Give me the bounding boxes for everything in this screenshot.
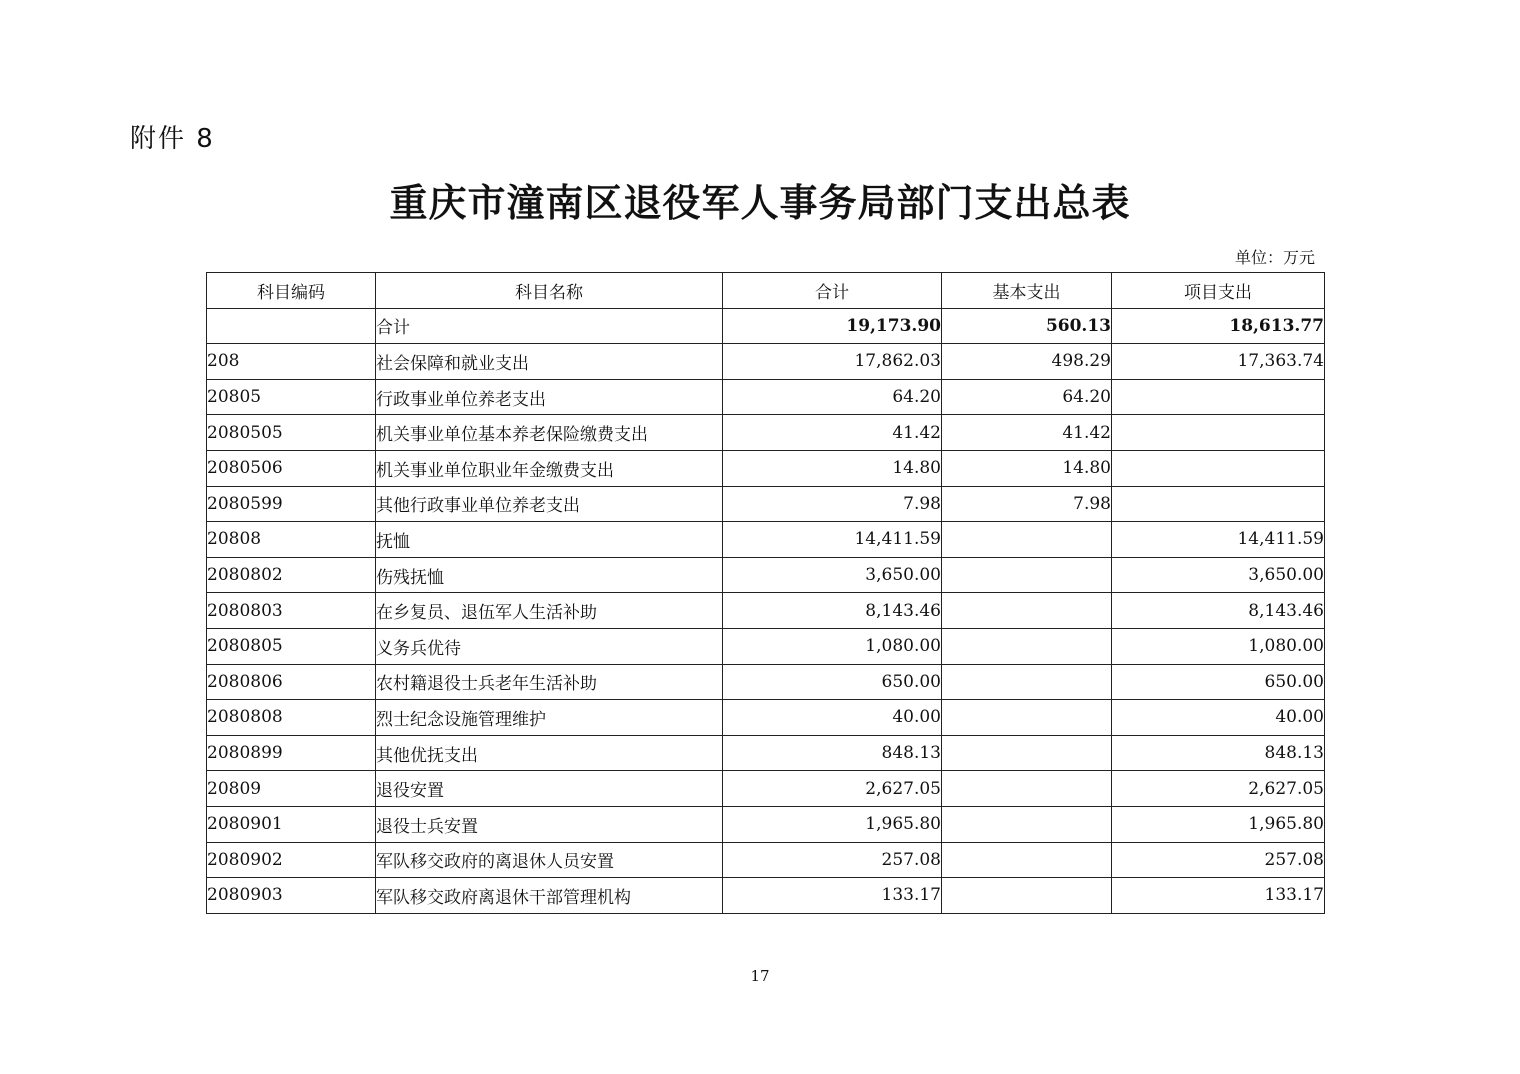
cell-subject-name: 机关事业单位基本养老保险缴费支出: [376, 415, 723, 451]
cell-project-expenditure: [1112, 415, 1325, 451]
table-row: [207, 308, 1325, 344]
cell-basic-expenditure: [942, 700, 1112, 736]
cell-basic-expenditure: 7.98: [942, 486, 1112, 522]
cell-subject-name: 军队移交政府的离退休人员安置: [376, 842, 723, 878]
cell-project-expenditure: 1,965.80: [1112, 806, 1325, 842]
cell-subject-code: 2080505: [207, 415, 376, 451]
cell-basic-expenditure: 41.42: [942, 415, 1112, 451]
table-row: [207, 878, 1325, 914]
cell-subject-code: 2080599: [207, 486, 376, 522]
header-subject-name: 科目名称: [376, 273, 723, 309]
cell-project-expenditure: 650.00: [1112, 664, 1325, 700]
header-subject-code: 科目编码: [207, 273, 376, 309]
cell-project-expenditure: 14,411.59: [1112, 522, 1325, 558]
table-row: [207, 593, 1325, 629]
cell-subject-code: 20809: [207, 771, 376, 807]
cell-subject-name: 机关事业单位职业年金缴费支出: [376, 450, 723, 486]
cell-subject-name: 烈士纪念设施管理维护: [376, 700, 723, 736]
table-row: [207, 735, 1325, 771]
cell-subject-code: 208: [207, 344, 376, 380]
table-row: [207, 771, 1325, 807]
cell-project-expenditure: 257.08: [1112, 842, 1325, 878]
cell-total: 1,080.00: [723, 628, 942, 664]
cell-subject-name: 义务兵优待: [376, 628, 723, 664]
cell-basic-expenditure: [942, 593, 1112, 629]
cell-total: 2,627.05: [723, 771, 942, 807]
cell-basic-expenditure: [942, 522, 1112, 558]
cell-total: 257.08: [723, 842, 942, 878]
cell-subject-name: 抚恤: [376, 522, 723, 558]
cell-total: 8,143.46: [723, 593, 942, 629]
cell-basic-expenditure: [942, 878, 1112, 914]
cell-subject-name: 在乡复员、退伍军人生活补助: [376, 593, 723, 629]
cell-total: 14,411.59: [723, 522, 942, 558]
cell-subject-code: 2080903: [207, 878, 376, 914]
table-row: [207, 628, 1325, 664]
table-row: [207, 344, 1325, 380]
table-row: [207, 806, 1325, 842]
cell-subject-code: 2080808: [207, 700, 376, 736]
header-total: 合计: [723, 273, 942, 309]
cell-basic-expenditure: [942, 664, 1112, 700]
cell-subject-code: 2080899: [207, 735, 376, 771]
header-basic-expenditure: 基本支出: [942, 273, 1112, 309]
cell-basic-expenditure: 14.80: [942, 450, 1112, 486]
cell-subject-code: 2080803: [207, 593, 376, 629]
cell-total: 848.13: [723, 735, 942, 771]
cell-subject-code: 2080805: [207, 628, 376, 664]
cell-project-expenditure: 3,650.00: [1112, 557, 1325, 593]
table-row: [207, 557, 1325, 593]
table-row: [207, 664, 1325, 700]
cell-subject-code: 2080802: [207, 557, 376, 593]
table-row: [207, 415, 1325, 451]
table-body: [207, 308, 1325, 913]
cell-subject-code: 2080506: [207, 450, 376, 486]
document-title: 重庆市潼南区退役军人事务局部门支出总表: [389, 181, 1131, 225]
cell-subject-name: 行政事业单位养老支出: [376, 379, 723, 415]
cell-project-expenditure: 2,627.05: [1112, 771, 1325, 807]
cell-subject-name: 军队移交政府离退休干部管理机构: [376, 878, 723, 914]
cell-subject-name: 退役安置: [376, 771, 723, 807]
cell-total: 14.80: [723, 450, 942, 486]
attachment-label: 附件 8: [130, 124, 215, 154]
cell-total: 64.20: [723, 379, 942, 415]
cell-project-expenditure: 17,363.74: [1112, 344, 1325, 380]
cell-total: 40.00: [723, 700, 942, 736]
cell-project-expenditure: 1,080.00: [1112, 628, 1325, 664]
cell-subject-name: 合计: [376, 308, 723, 344]
cell-basic-expenditure: [942, 806, 1112, 842]
cell-project-expenditure: 848.13: [1112, 735, 1325, 771]
cell-project-expenditure: [1112, 379, 1325, 415]
cell-basic-expenditure: [942, 735, 1112, 771]
cell-project-expenditure: 8,143.46: [1112, 593, 1325, 629]
cell-basic-expenditure: 560.13: [942, 308, 1112, 344]
expenditure-table: [206, 272, 1325, 914]
cell-basic-expenditure: 64.20: [942, 379, 1112, 415]
cell-subject-name: 农村籍退役士兵老年生活补助: [376, 664, 723, 700]
cell-subject-code: 20805: [207, 379, 376, 415]
cell-project-expenditure: 18,613.77: [1112, 308, 1325, 344]
cell-subject-code: 20808: [207, 522, 376, 558]
cell-basic-expenditure: [942, 557, 1112, 593]
cell-total: 1,965.80: [723, 806, 942, 842]
cell-subject-name: 伤残抚恤: [376, 557, 723, 593]
cell-total: 7.98: [723, 486, 942, 522]
table-row: [207, 450, 1325, 486]
cell-total: 17,862.03: [723, 344, 942, 380]
cell-total: 3,650.00: [723, 557, 942, 593]
table-header-row: [207, 273, 1325, 309]
cell-subject-name: 退役士兵安置: [376, 806, 723, 842]
cell-basic-expenditure: [942, 628, 1112, 664]
cell-subject-code: 2080901: [207, 806, 376, 842]
table-row: [207, 842, 1325, 878]
cell-total: 650.00: [723, 664, 942, 700]
cell-subject-code: 2080902: [207, 842, 376, 878]
cell-subject-code: 2080806: [207, 664, 376, 700]
table-row: [207, 522, 1325, 558]
cell-project-expenditure: [1112, 486, 1325, 522]
table-row: [207, 486, 1325, 522]
cell-basic-expenditure: 498.29: [942, 344, 1112, 380]
table-row: [207, 379, 1325, 415]
cell-total: 41.42: [723, 415, 942, 451]
cell-basic-expenditure: [942, 771, 1112, 807]
header-project-expenditure: 项目支出: [1112, 273, 1325, 309]
cell-subject-name: 社会保障和就业支出: [376, 344, 723, 380]
cell-basic-expenditure: [942, 842, 1112, 878]
unit-label: 单位：万元: [1234, 248, 1315, 267]
page-number: 17: [750, 967, 770, 985]
cell-subject-code: [207, 308, 376, 344]
cell-total: 19,173.90: [723, 308, 942, 344]
cell-total: 133.17: [723, 878, 942, 914]
cell-project-expenditure: 133.17: [1112, 878, 1325, 914]
cell-project-expenditure: [1112, 450, 1325, 486]
table-row: [207, 700, 1325, 736]
cell-subject-name: 其他优抚支出: [376, 735, 723, 771]
cell-subject-name: 其他行政事业单位养老支出: [376, 486, 723, 522]
cell-project-expenditure: 40.00: [1112, 700, 1325, 736]
